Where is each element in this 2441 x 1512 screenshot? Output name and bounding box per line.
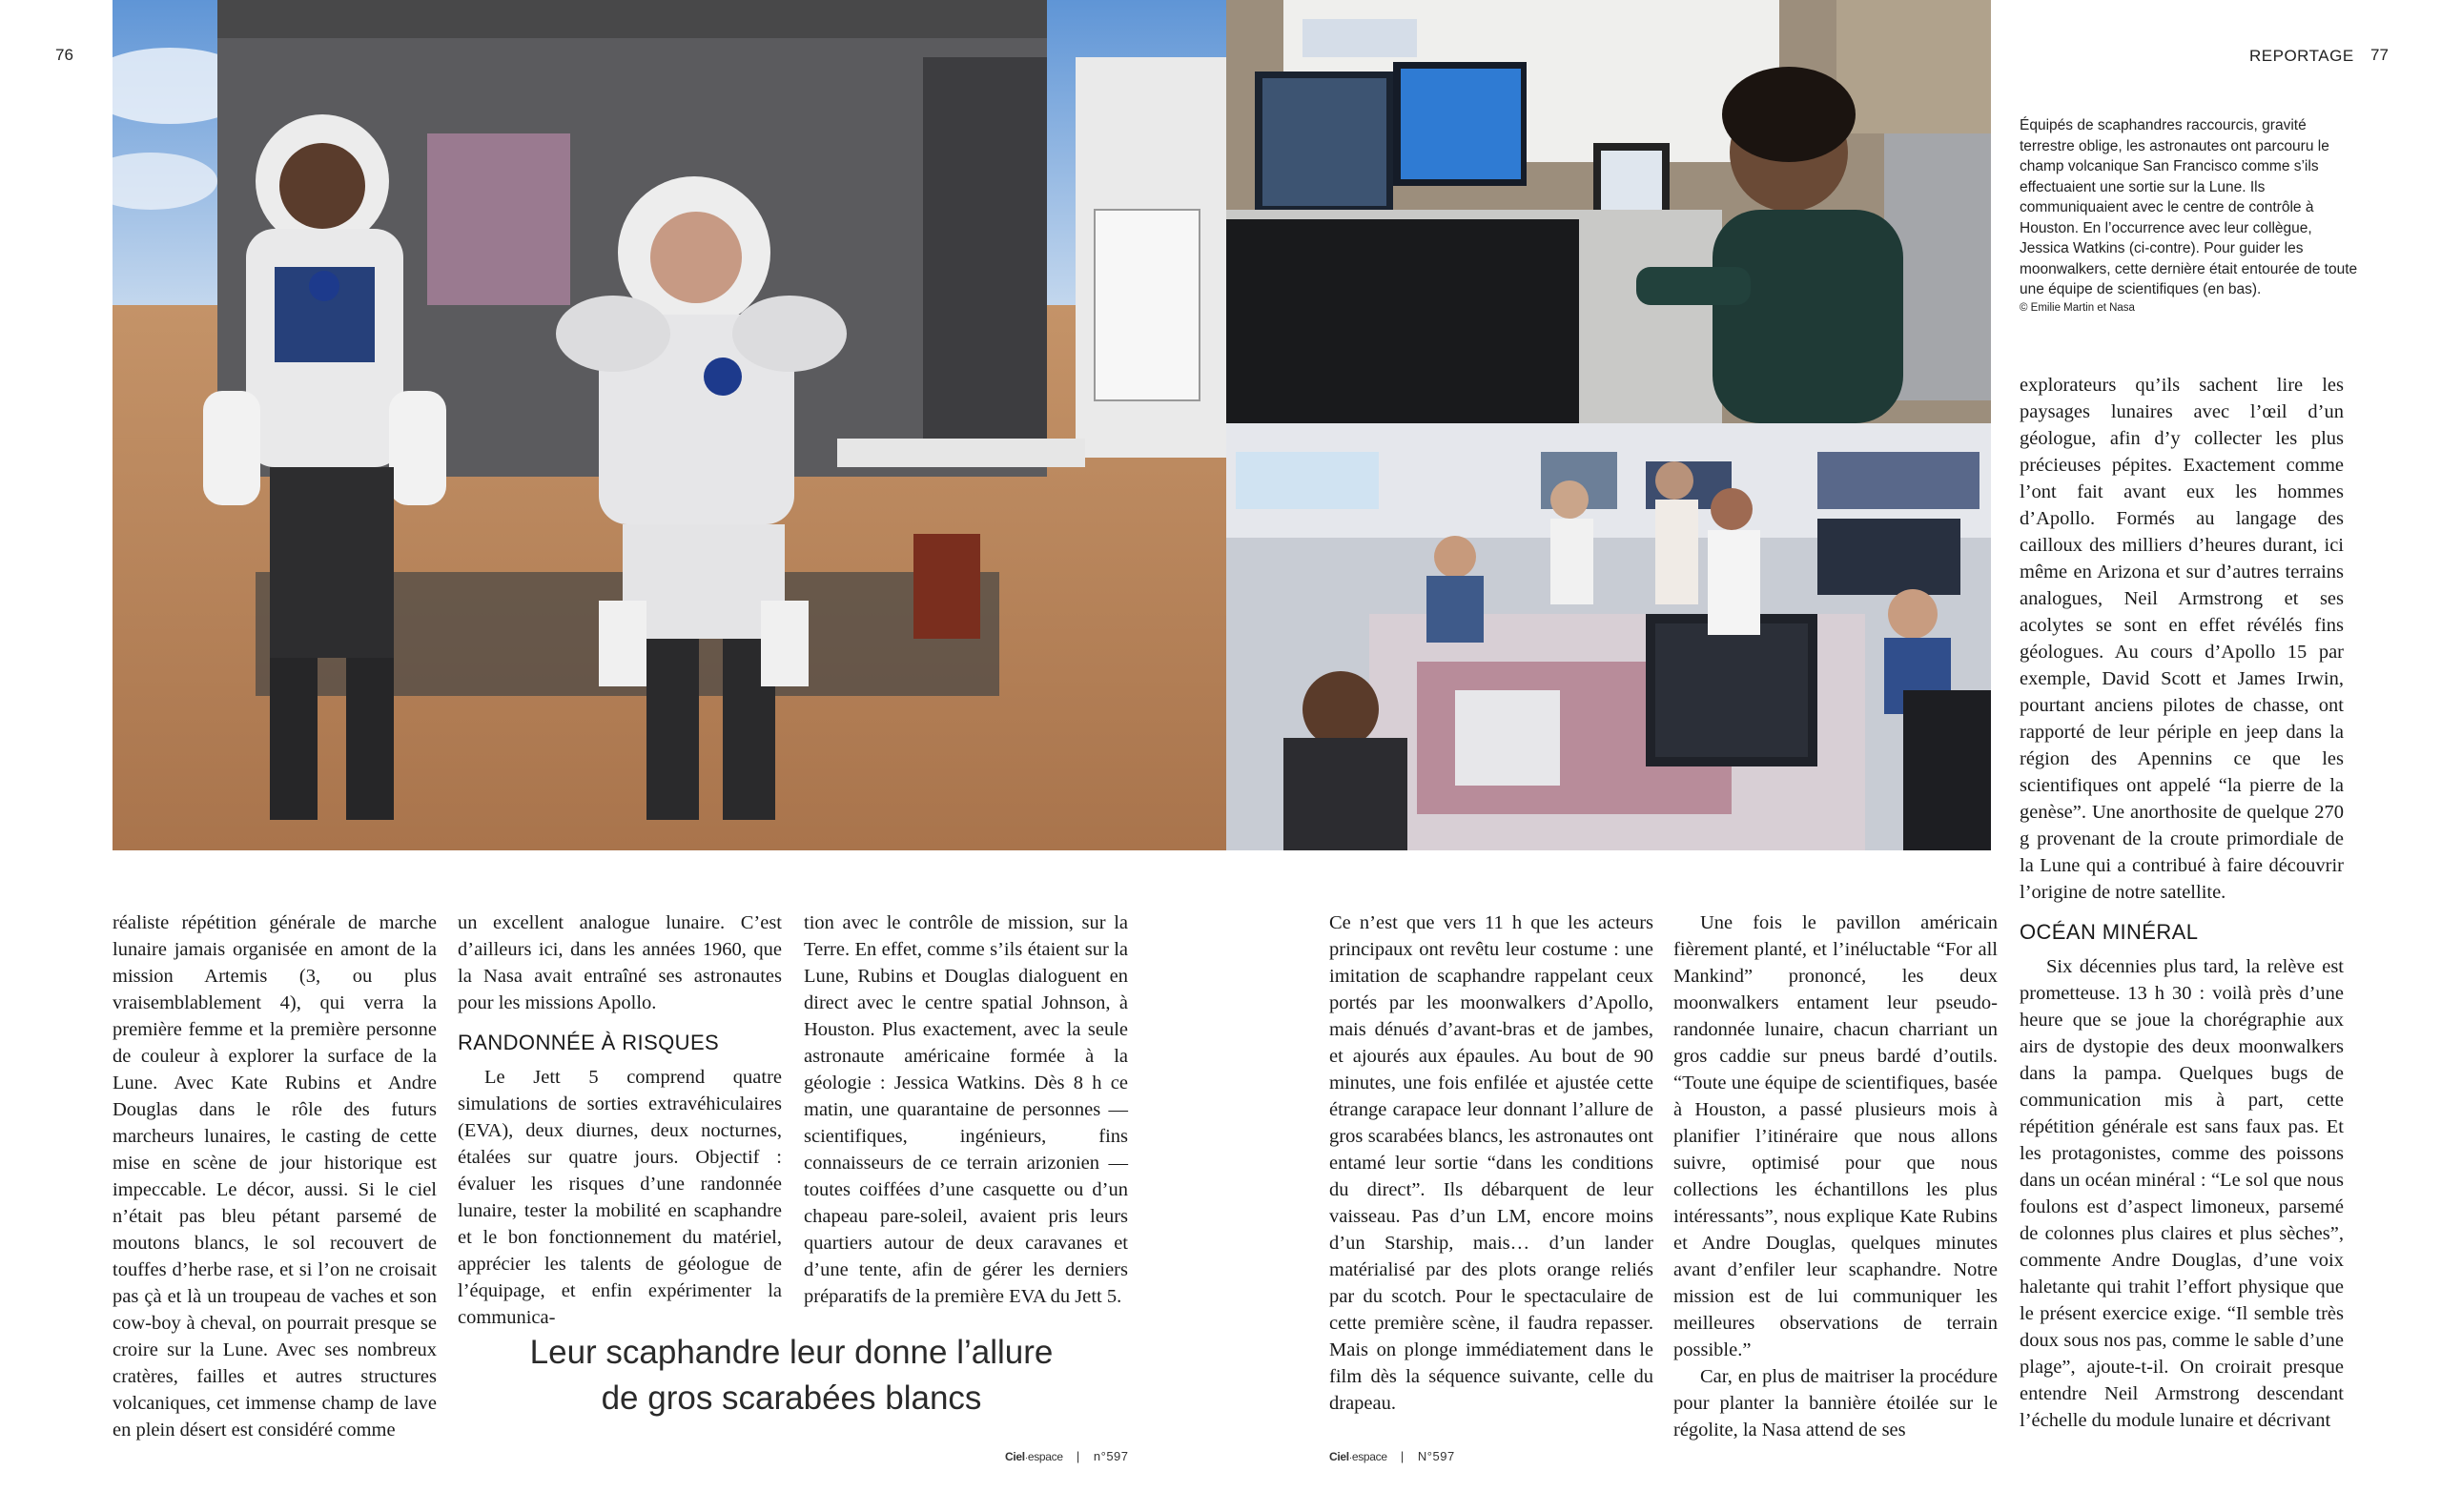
- caption-text: Équipés de scaphandres raccourcis, gravité terrestre oblige, les astronautes ont parcouru le champ volcanique San Francisco comme s’ils effectuaient une sortie sur la Lune. Ils communiquaient avec le centre de contrôle à Houston. En l’occurrence avec leur collègue, Jessica Watkins (ci-contre). Pour guider les moonwalkers, cette dernière était entourée de toute une équipe de scientifiques (en bas).: [2020, 117, 2358, 297]
- brand-logo-right-suffix: espace: [1351, 1450, 1387, 1463]
- brand-logo-left: Ciel: [1005, 1450, 1025, 1463]
- col4-paragraph: Ce n’est que vers 11 h que les acteurs principaux ont revêtu leur costume : une imitation de scaphandre rappelant ceux portés par les moonwalkers d’Apollo, mais dénués d’avant-bras et de jambes, et ajourés aux épaules. Au bout de 90 minutes, une fois enfilée et ajustée cette étrange carapace leur donnant l’allure de gros scarabées blancs, les astronautes ont entamé leur sortie “dans les conditions du direct”. Ils débarquent de leur vaisseau. Pas d’un LM, encore moins d’un Starship, mais… d’un lander matérialisé par des plots orange reliés par du scotch. Pour le spectaculaire de cette première scène, il faudra repasser. Mais on plonge immédiatement dans le film dès la séquence suivante, celle du drapeau.: [1329, 912, 1653, 1414]
- col5-paragraph-1: Une fois le pavillon américain fièrement planté, et l’inéluctable “For all Mankind” prononcé, les deux moonwalkers entament leur pseudo-randonnée lunaire, chacun charriant un gros caddie sur pneus bardé d’outils. “Toute une équipe de scientifiques, basée à Houston, a passé plusieurs mois à planifier l’itinéraire que nous allons suivre, optimisé pour que nous collections les échantillons les plus intéressants”, nous explique Kate Rubins et Andre Douglas, quelques minutes avant d’enfiler leur scaphandre. Notre mission est de lui communiquer les meilleures observations de terrain possible.”: [1673, 912, 1998, 1360]
- caption-credit: © Emilie Martin et Nasa: [2020, 301, 2135, 314]
- photo-science-team: [1226, 423, 1991, 850]
- subheading-randonnee: RANDONNÉE À RISQUES: [458, 1031, 720, 1054]
- photo-mission-control-watkins: [1226, 0, 1991, 423]
- text-column-1: [113, 909, 437, 1443]
- photo-astronauts-suits: [113, 0, 1226, 850]
- brand-logo-left-suffix: espace: [1027, 1450, 1063, 1463]
- col6-paragraph-1: explorateurs qu’ils sachent lire les paysages lunaires avec l’œil d’un géologue, afin d’y collecter les plus précieuses pépites. Exactement comme l’ont fait avant eux les hommes d’Apollo. Formés au langage des cailloux des milliers d’heures durant, ici même en Arizona et sur d’autres terrains analogues, Neil Armstrong et ses acolytes se sont en effet révélés fins géologues. Au cours d’Apollo 15 par exemple, David Scott et James Irwin, pourtant anciens pilotes de chasse, ont rapporté de leur périple en jeep dans la région des Apennins ce que les scientifiques ont appelé “la pierre de la genèse”. Une anorthosite de quelque 270 g provenant de la croute primordiale de la Lune qui a contribué à faire découvrir l’origine de notre satellite.: [2020, 375, 2344, 903]
- col3-paragraph: tion avec le contrôle de mission, sur la Terre. En effet, comme s’ils étaient sur la Lune, Rubins et Douglas dialoguent en direct avec le centre spatial Johnson, à Houston. Plus exactement, avec la seule astronaute américaine formée à la géologie : Jessica Watkins. Dès 8 h ce matin, une quarantaine de personnes — scientifiques, ingénieurs, fins connaisseurs de ce terrain arizonien — toutes coiffées d’une casquette ou d’un chapeau pare-soleil, avaient pris leurs quartiers autour de deux caravanes et d’une tente, afin de gérer les derniers préparatifs de la première EVA du Jett 5.: [804, 912, 1128, 1307]
- col6-paragraph-2: Six décennies plus tard, la relève est prometteuse. 13 h 30 : voilà près d’une heure que se joue la chorégraphie aux airs de dystopie des deux moonwalkers dans la pampa. Quelques bugs de communication mis à part, cette répétition générale est sans faux pas. Et les protagonistes, comme des poissons dans un océan minéral : “Le sol que nous foulons est d’aspect limoneux, parsemé de colonnes plus claires et plus sèches”, commente Andre Douglas, d’une voix haletante qui trahit l’effort physique que le présent exercice exige. “Il semble très doux sous nos pas, comme le sable d’une plage”, ajoute-t-il. On croirait presque entendre Neil Armstrong descendant l’échelle du module lunaire et décrivant: [2020, 956, 2344, 1431]
- footer-right-separator: |: [1400, 1449, 1405, 1463]
- col2-paragraph-1: un excellent analogue lunaire. C’est d’ailleurs ici, dans les années 1960, que la Nasa avait entraîné ses astronautes pour les missions Apollo.: [458, 912, 782, 1013]
- pull-quote-line-2: de gros scarabées blancs: [601, 1379, 982, 1417]
- page-number-right: 77: [2370, 46, 2389, 64]
- text-column-6: [2020, 372, 2344, 1434]
- text-column-4: [1329, 909, 1653, 1417]
- footer-right: Ciel·espace | N°597: [1329, 1449, 1455, 1463]
- issue-number-left: n°597: [1093, 1449, 1129, 1463]
- footer-left: Ciel·espace | n°597: [1005, 1449, 1129, 1463]
- col2-paragraph-2: Le Jett 5 comprend quatre simulations de sorties extravéhiculaires (EVA), deux diurnes, deux nocturnes, étalées sur quatre jours. Objectif : évaluer les risques d’une randonnée lunaire, tester la mobilité en scaphandre et le bon fonctionnement du matériel, apprécier les talents de géologue de l’équipage, et enfin expérimenter la communica-: [458, 1067, 782, 1328]
- col5-paragraph-2: Car, en plus de maitriser la procédure pour planter la bannière étoilée sur le régolite, la Nasa attend de ses: [1673, 1366, 1998, 1440]
- text-column-5: [1673, 909, 1998, 1443]
- brand-logo-right: Ciel: [1329, 1450, 1349, 1463]
- text-column-3: [804, 909, 1128, 1310]
- col1-paragraph: réaliste répétition générale de marche lunaire jamais organisée en amont de la mission Artemis (3, ou plus vraisemblablement 4), qui verra la première femme et la première personne de couleur à explorer la surface de la Lune. Avec Kate Rubins et Andre Douglas dans le rôle des futurs marcheurs lunaires, le casting de cette mise en scène de jour historique est impeccable. Le décor, aussi. Si le ciel n’était pas bleu pétant parsemé de moutons blancs, le sol recouvert de touffes d’herbe rase, et si l’on ne croisait pas çà et là un troupeau de vaches et son cow-boy à cheval, on pourrait presque se croire sur la Lune. Avec ses nombreux cratères, failles et autres structures volcaniques, cet immense champ de lave en plein désert est considéré comme: [113, 912, 437, 1440]
- subheading-ocean-mineral: OCÉAN MINÉRAL: [2020, 920, 2199, 944]
- pull-quote: [458, 1330, 1125, 1421]
- issue-number-right: N°597: [1417, 1449, 1455, 1463]
- photo-caption: [2020, 115, 2365, 316]
- pull-quote-line-1: Leur scaphandre leur donne l’allure: [529, 1334, 1054, 1371]
- section-rubric: REPORTAGE: [2249, 47, 2354, 65]
- text-column-2: [458, 909, 782, 1331]
- page-number-left: 76: [55, 46, 73, 64]
- footer-left-separator: |: [1076, 1449, 1080, 1463]
